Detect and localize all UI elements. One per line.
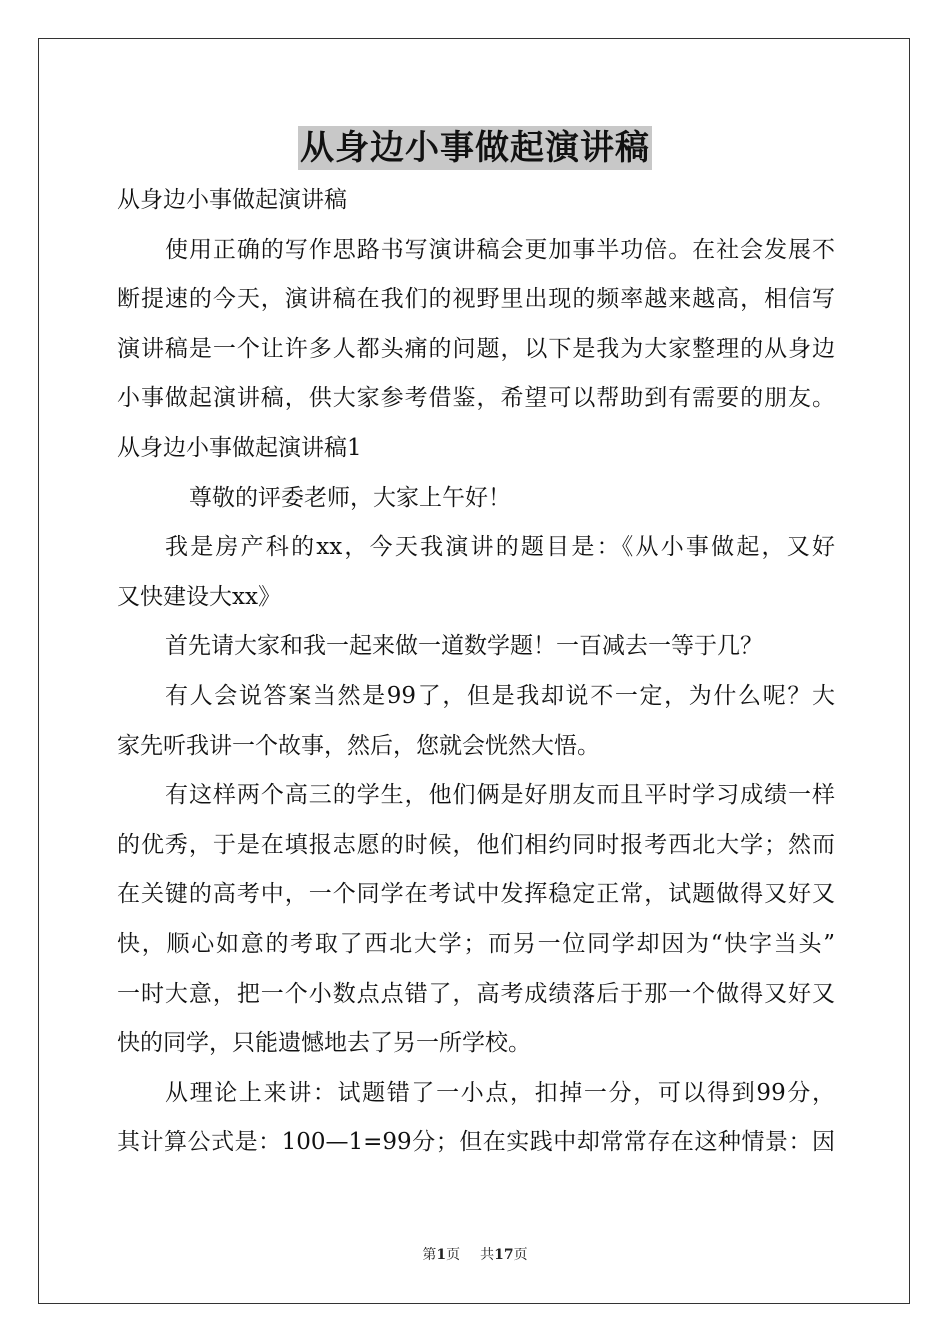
text-line: 快，顺心如意的考取了西北大学；而另一位同学却因为“快字当头”: [117, 930, 835, 957]
text-line: 演讲稿是一个让许多人都头痛的问题，以下是我为大家整理的从身边: [117, 335, 835, 362]
text-line: 又快建设大xx》: [117, 583, 281, 610]
page-suffix: 页: [446, 1247, 461, 1263]
total-pages: 17: [494, 1247, 514, 1263]
text-line: 尊敬的评委老师，大家上午好！: [189, 484, 511, 511]
document-title: 从身边小事做起演讲稿: [300, 128, 650, 168]
text-line: 使用正确的写作思路书写演讲稿会更加事半功倍。在社会发展不: [165, 236, 835, 263]
text-line: 小事做起演讲稿，供大家参考借鉴，希望可以帮助到有需要的朋友。: [117, 385, 835, 412]
text-line: 从理论上来讲：试题错了一小点，扣掉一分，可以得到99分，: [165, 1079, 835, 1106]
text-line: 快的同学，只能遗憾地去了另一所学校。: [117, 1030, 531, 1057]
text-line: 有这样两个高三的学生，他们俩是好朋友而且平时学习成绩一样: [165, 782, 835, 809]
text-line: 在关键的高考中，一个同学在考试中发挥稳定正常，试题做得又好又: [117, 881, 835, 908]
text-line: 从身边小事做起演讲稿: [117, 187, 347, 213]
total-prefix: 共: [480, 1247, 495, 1263]
text-line: 我是房产科的xx，今天我演讲的题目是：《从小事做起，又好: [165, 534, 835, 561]
text-line: 首先请大家和我一起来做一道数学题！一百减去一等于几？: [165, 633, 763, 660]
document-body: [117, 176, 835, 1168]
text-line: 的优秀，于是在填报志愿的时候，他们相约同时报考西北大学；然而: [117, 831, 835, 858]
page-footer: [0, 1245, 950, 1265]
title-container: [0, 126, 950, 170]
text-line: 家先听我讲一个故事，然后，您就会恍然大悟。: [117, 732, 600, 759]
section-heading: 从身边小事做起演讲稿1: [117, 434, 362, 461]
text-line: 其计算公式是：100—1=99分；但在实践中却常常存在这种情景：因: [117, 1129, 835, 1156]
text-line: 一时大意，把一个小数点点错了，高考成绩落后于那一个做得又好又: [117, 980, 835, 1007]
page-number: 1: [436, 1247, 447, 1263]
page-prefix: 第: [422, 1247, 437, 1263]
text-line: 断提速的今天，演讲稿在我们的视野里出现的频率越来越高，相信写: [117, 286, 835, 313]
text-line: 有人会说答案当然是99了，但是我却说不一定，为什么呢？大: [165, 682, 835, 709]
total-suffix: 页: [513, 1247, 528, 1263]
